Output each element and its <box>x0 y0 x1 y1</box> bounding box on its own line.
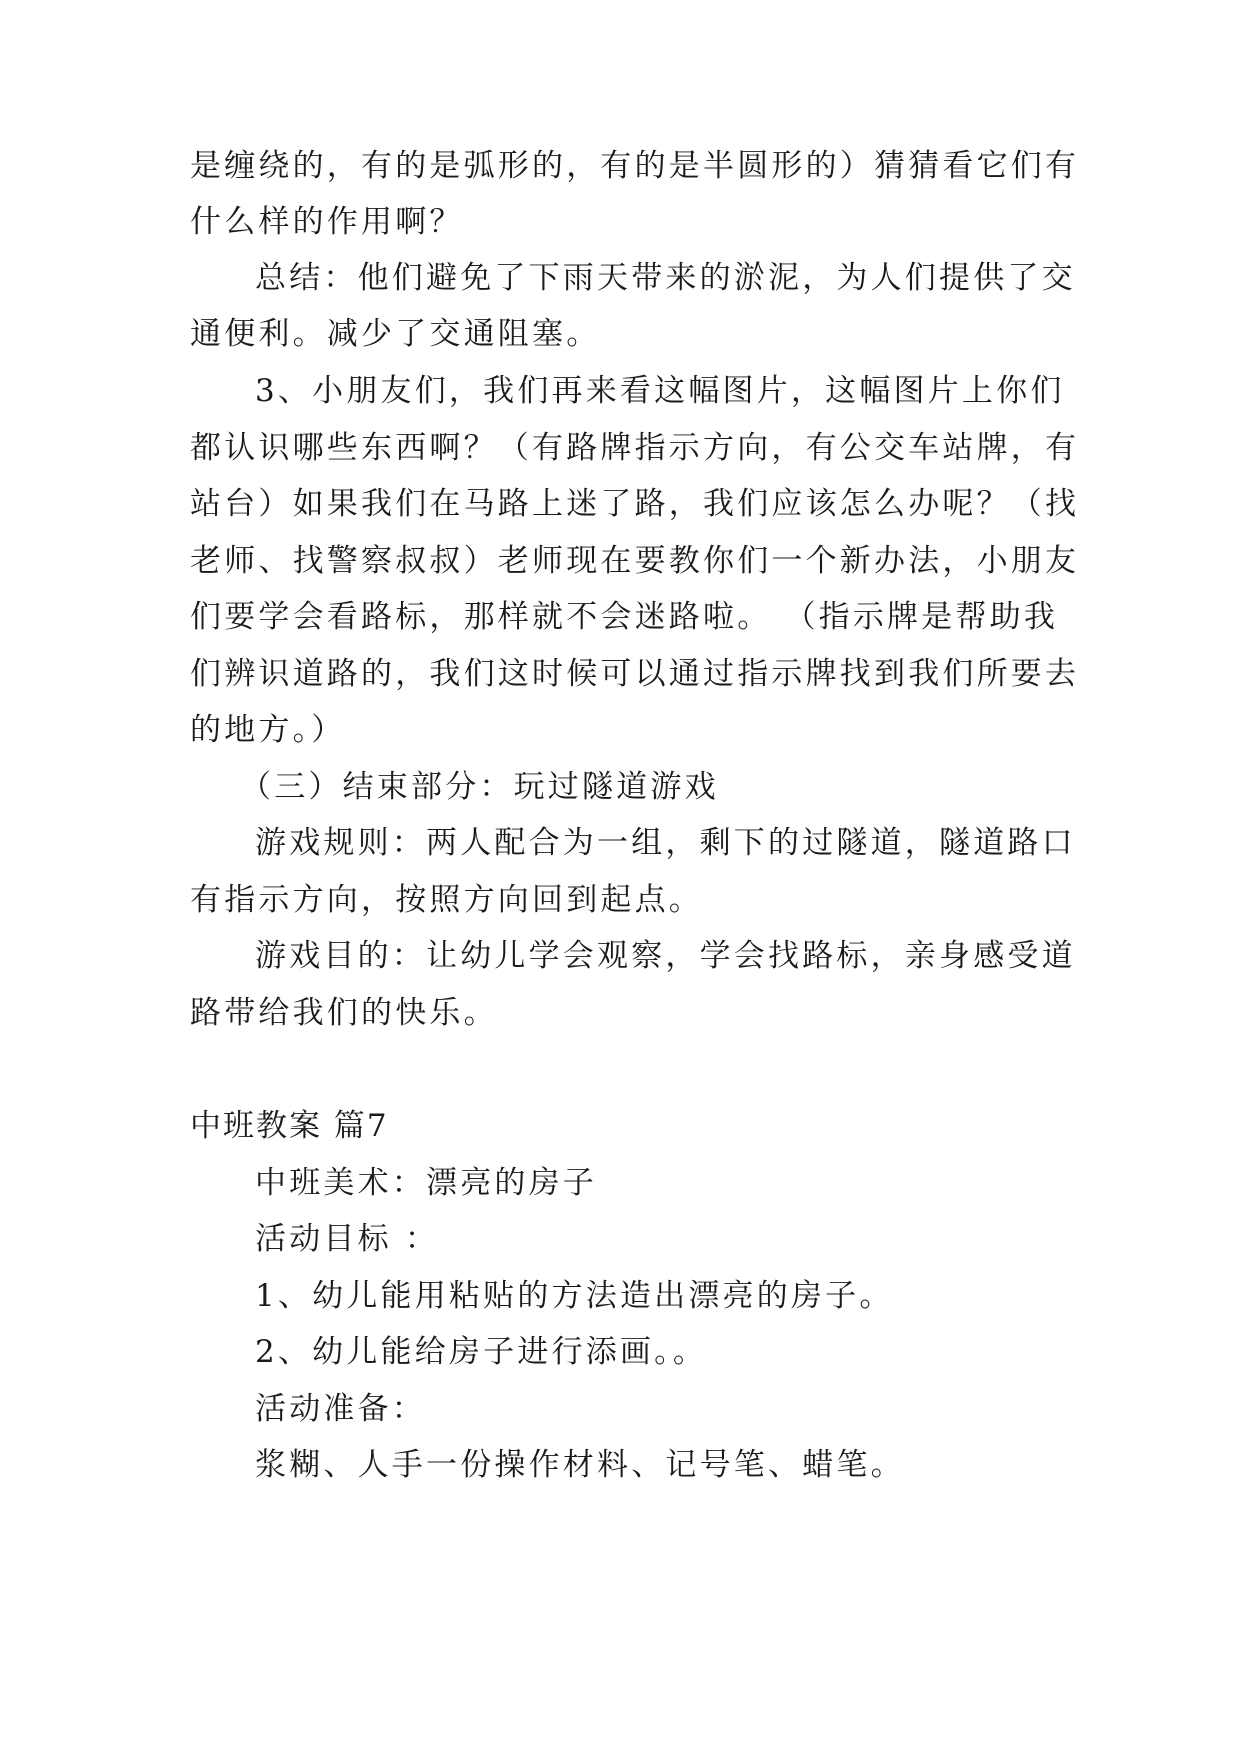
paragraph-line: 们辨识道路的，我们这时候可以通过指示牌找到我们所要去 <box>190 656 1080 692</box>
paragraph-line: 通便利。减少了交通阻塞。 <box>190 316 601 352</box>
paragraph-line: 浆糊、人手一份操作材料、记号笔、蜡笔。 <box>255 1447 905 1483</box>
paragraph-line: 老师、找警察叔叔）老师现在要教你们一个新办法，小朋友 <box>190 543 1080 579</box>
paragraph-line: 游戏目的：让幼儿学会观察，学会找路标，亲身感受道 <box>255 938 1076 974</box>
paragraph-line: 们要学会看路标，那样就不会迷路啦。 （指示牌是帮助我 <box>190 599 1059 635</box>
paragraph-line: 路带给我们的快乐。 <box>190 995 498 1031</box>
paragraph-line: 站台）如果我们在马路上迷了路，我们应该怎么办呢？（找 <box>190 486 1080 522</box>
paragraph-line: 都认识哪些东西啊？（有路牌指示方向，有公交车站牌，有 <box>190 430 1080 466</box>
section-heading: 中班教案 篇7 <box>190 1108 389 1144</box>
paragraph-line: 的地方。） <box>190 712 346 748</box>
paragraph-line: 2、幼儿能给房子进行添画。。 <box>255 1334 708 1370</box>
paragraph-line: 活动目标 ： <box>255 1221 440 1257</box>
paragraph-line: 是缠绕的，有的是弧形的，有的是半圆形的）猜猜看它们有 <box>190 148 1080 184</box>
subsection-heading: （三）结束部分：玩过隧道游戏 <box>240 769 719 805</box>
paragraph-line: 有指示方向，按照方向回到起点。 <box>190 882 703 918</box>
paragraph-line: 活动准备： <box>255 1391 426 1427</box>
lesson-title: 中班美术：漂亮的房子 <box>255 1165 597 1201</box>
paragraph-line: 什么样的作用啊？ <box>190 204 464 240</box>
paragraph-line: 3、小朋友们，我们再来看这幅图片，这幅图片上你们 <box>255 373 1065 409</box>
paragraph-line: 总结：他们避免了下雨天带来的淤泥，为人们提供了交 <box>255 260 1076 296</box>
paragraph-line: 游戏规则：两人配合为一组，剩下的过隧道，隧道路口 <box>255 825 1076 861</box>
paragraph-line: 1、幼儿能用粘贴的方法造出漂亮的房子。 <box>255 1278 894 1314</box>
